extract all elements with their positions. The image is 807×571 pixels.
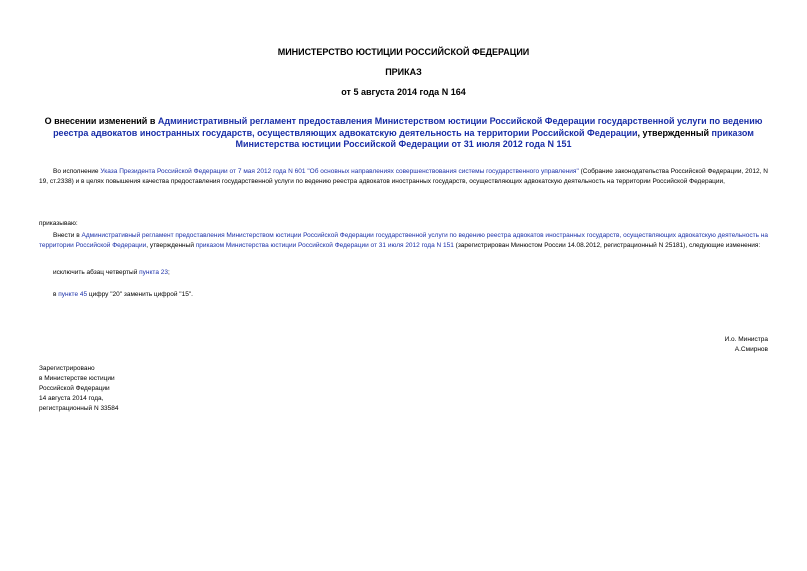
registration-line-5: регистрационный N 33584	[39, 405, 119, 412]
amendment-suffix: (зарегистрирован Минюстом России 14.08.2012, регистрационный N 25181), следующие изменения:	[453, 242, 761, 249]
change-item-2	[53, 290, 753, 300]
amendment-link-regulation[interactable]: Административный регламент предоставления Министерством юстиции Российской Федерации государственной услуги по ведению реестра адвокатов иностранных государств, осуществляющих адвокатскую деятельность на территории Российской Федерации	[39, 232, 768, 249]
change-item-1-prefix: исключить абзац четвертый	[53, 269, 140, 276]
change-item-1-link[interactable]: пункта 23	[139, 269, 168, 276]
ministry-heading: МИНИСТЕРСТВО ЮСТИЦИИ РОССИЙСКОЙ ФЕДЕРАЦИИ	[277, 47, 530, 57]
subject-link-order[interactable]: приказом Министерства юстиции Российской Федерации от 31 июля 2012 года N 151	[235, 127, 754, 149]
document-type-heading: ПРИКАЗ	[385, 67, 422, 77]
signature-position: И.о. Министра	[724, 336, 768, 343]
orders-word: приказываю:	[39, 220, 78, 227]
document-subject	[30, 116, 777, 151]
signature-name: А.Смирнов	[734, 346, 768, 353]
paragraph-preamble	[39, 167, 768, 187]
registration-line-4: 14 августа 2014 года,	[39, 395, 104, 402]
preamble-link-decree[interactable]: Указа Президента Российской Федерации от 7 мая 2012 года N 601 "Об основных направлениях совершенствования системы государственного управления"	[100, 168, 579, 175]
subject-prefix: О внесении изменений в	[44, 116, 158, 126]
preamble-prefix: Во исполнение	[53, 168, 101, 175]
change-item-2-suffix: цифру "20" заменить цифрой "15".	[87, 291, 193, 298]
change-item-2-link[interactable]: пункте 45	[58, 291, 88, 298]
registration-line-2: в Министерстве юстиции	[39, 375, 115, 382]
subject-link-regulation[interactable]: Административный регламент предоставления Министерством юстиции Российской Федерации государственной услуги по ведению реестра адвокатов иностранных государств, осуществляющих адвокатскую деятельность на территории Российской Федерации	[53, 116, 763, 138]
preamble-suffix: (Собрание законодательства Российской Федерации, 2012, N 19, ст.2338) и в целях повышения качества предоставления государственной услуги по ведению реестра адвокатов иностранных государств, осуществляющих адвокатскую деятельность на территории Российской Федерации,	[39, 168, 768, 185]
amendment-link-order[interactable]: приказом Министерства юстиции Российской Федерации от 31 июля 2012 года N 151	[195, 242, 454, 249]
registration-line-3: Российской Федерации	[39, 385, 110, 392]
amendment-prefix: Внести в	[53, 232, 82, 239]
paragraph-amendment	[39, 231, 768, 251]
registration-line-1: Зарегистрировано	[39, 365, 95, 372]
change-item-2-prefix: в	[53, 291, 59, 298]
subject-middle: , утвержденный	[637, 127, 712, 138]
amendment-middle: , утвержденный	[146, 242, 196, 249]
change-item-1	[53, 268, 753, 278]
document-date-heading: от 5 августа 2014 года N 164	[341, 87, 466, 97]
change-item-1-suffix: ;	[168, 269, 170, 276]
